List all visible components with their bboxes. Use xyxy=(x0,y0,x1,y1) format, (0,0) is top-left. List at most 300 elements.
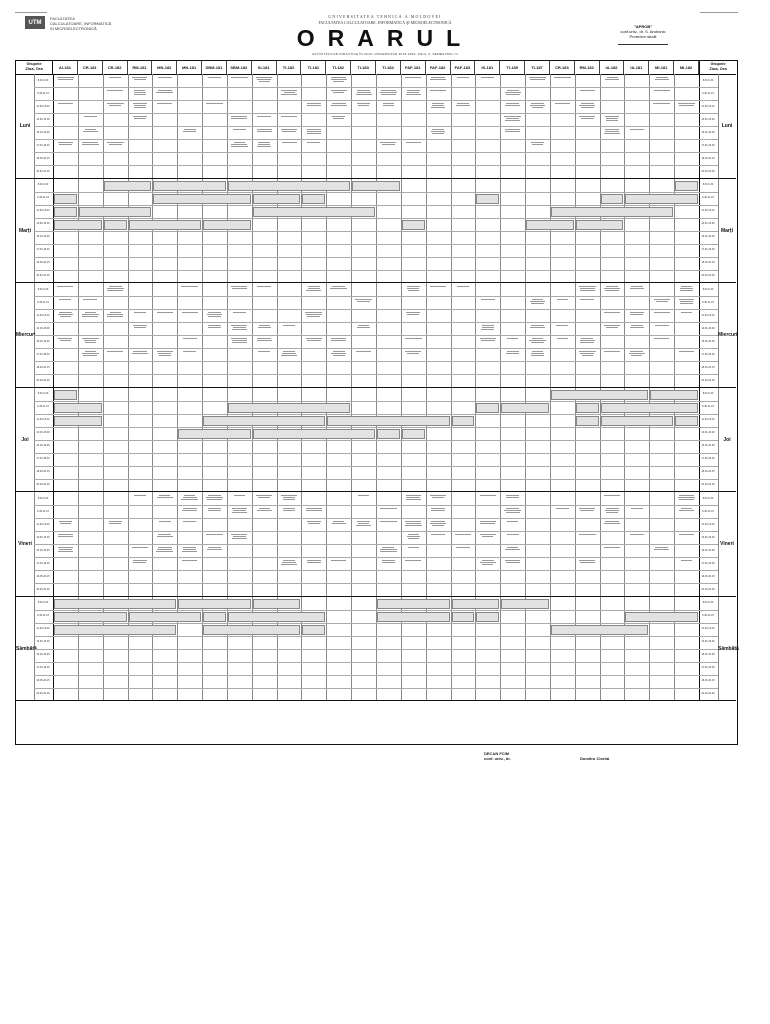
group-header-rm-181: RM-181 xyxy=(128,61,153,74)
text-line xyxy=(405,338,422,339)
time-label: 8.00-9.30 xyxy=(37,78,49,82)
class-entry xyxy=(179,494,200,505)
class-entry xyxy=(477,337,498,348)
time-label: 8.00-9.30 xyxy=(37,601,49,605)
text-line xyxy=(431,107,445,108)
class-entry xyxy=(403,546,424,557)
lecture-block xyxy=(79,207,152,217)
class-entry xyxy=(179,546,200,557)
class-entry xyxy=(502,494,523,505)
class-entry xyxy=(328,285,349,296)
time-label: 18.45-20.15 xyxy=(701,470,715,474)
text-line xyxy=(284,92,295,93)
lecture-block xyxy=(476,194,499,204)
class-entry xyxy=(154,350,175,361)
day-label-right: Sâmbătă xyxy=(718,645,739,652)
text-line xyxy=(630,129,644,130)
text-line xyxy=(407,314,419,315)
text-line xyxy=(82,353,99,354)
text-line xyxy=(380,521,396,522)
text-line xyxy=(231,286,247,287)
text-line xyxy=(605,116,620,117)
group-header-cr-183: CR-183 xyxy=(550,61,575,74)
text-line xyxy=(580,562,595,563)
time-label: 11.30-13.00 xyxy=(36,627,50,631)
class-entry xyxy=(353,494,374,505)
text-line xyxy=(355,299,371,300)
text-line xyxy=(580,288,595,289)
text-line xyxy=(606,286,618,287)
text-line xyxy=(430,79,446,80)
class-entry xyxy=(602,76,623,87)
time-label: 20.30-22.00 xyxy=(701,274,715,278)
class-entry xyxy=(453,76,474,87)
text-line xyxy=(480,338,496,339)
top-rule-left xyxy=(15,12,47,13)
text-line xyxy=(679,510,694,511)
lecture-block xyxy=(54,207,77,217)
lecture-block xyxy=(452,416,475,426)
time-label: 8.00-9.30 xyxy=(37,392,49,396)
text-line xyxy=(306,314,322,315)
class-entry xyxy=(676,507,697,518)
text-line xyxy=(307,103,322,104)
lecture-block xyxy=(551,207,673,217)
text-line xyxy=(408,547,419,548)
time-label: 9.45-11.15 xyxy=(37,405,49,409)
lecture-block xyxy=(352,181,400,191)
text-line xyxy=(654,312,670,313)
class-entry xyxy=(229,311,250,322)
text-line xyxy=(408,538,419,539)
text-line xyxy=(581,118,594,119)
time-label: 9.45-11.15 xyxy=(37,196,49,200)
class-entry xyxy=(378,102,399,113)
class-entry xyxy=(154,76,175,87)
slot-divider xyxy=(34,479,718,480)
day-label-left: Luni xyxy=(19,123,31,130)
text-line xyxy=(333,521,344,522)
text-line xyxy=(581,107,594,108)
lecture-block xyxy=(476,403,499,413)
class-entry xyxy=(552,298,573,309)
text-line xyxy=(631,355,642,356)
text-line xyxy=(234,142,246,143)
text-line xyxy=(606,120,618,121)
text-line xyxy=(231,325,247,326)
text-line xyxy=(431,510,445,511)
class-entry xyxy=(279,324,300,335)
time-label: 13.30-15.00 xyxy=(36,431,50,435)
text-line xyxy=(405,525,421,526)
text-line xyxy=(107,316,123,317)
text-line xyxy=(206,534,222,535)
class-entry xyxy=(279,141,300,152)
class-entry xyxy=(204,102,225,113)
text-line xyxy=(85,351,96,352)
class-entry xyxy=(55,533,76,544)
time-label: 9.45-11.15 xyxy=(37,91,49,95)
text-line xyxy=(406,94,421,95)
class-entry xyxy=(577,285,598,296)
slot-divider xyxy=(34,139,718,140)
text-line xyxy=(331,79,347,80)
text-line xyxy=(85,129,96,130)
text-line xyxy=(506,495,519,496)
text-line xyxy=(481,340,495,341)
slot-divider xyxy=(34,518,718,519)
slot-divider xyxy=(34,570,718,571)
text-line xyxy=(208,327,220,328)
text-line xyxy=(132,77,147,78)
group-header-ai-181: AI-181 xyxy=(53,61,78,74)
class-entry xyxy=(55,298,76,309)
slot-divider xyxy=(34,309,718,310)
text-line xyxy=(208,77,221,78)
lecture-block xyxy=(203,625,300,635)
text-line xyxy=(580,340,595,341)
lecture-block xyxy=(402,429,425,439)
text-line xyxy=(481,329,494,330)
text-line xyxy=(506,118,520,119)
text-line xyxy=(480,534,496,535)
class-entry xyxy=(453,533,474,544)
text-line xyxy=(281,90,296,91)
class-entry xyxy=(303,507,324,518)
text-line xyxy=(357,92,371,93)
text-line xyxy=(604,523,621,524)
text-line xyxy=(381,90,396,91)
lecture-block xyxy=(377,599,450,609)
class-entry xyxy=(577,102,598,113)
slot-divider xyxy=(34,152,718,153)
text-line xyxy=(405,521,421,522)
class-entry xyxy=(502,520,523,531)
slot-divider xyxy=(34,427,718,428)
text-line xyxy=(132,547,148,548)
text-line xyxy=(507,547,519,548)
text-line xyxy=(606,512,618,513)
time-label: 9.45-11.15 xyxy=(702,509,714,513)
time-label: 15.15-16.45 xyxy=(36,339,50,343)
text-line xyxy=(430,495,446,496)
text-line xyxy=(332,286,345,287)
time-label: 15.15-16.45 xyxy=(36,130,50,134)
class-entry xyxy=(154,533,175,544)
lecture-block xyxy=(178,429,251,439)
lecture-block xyxy=(54,625,176,635)
time-label: 13.30-15.00 xyxy=(36,326,50,330)
text-line xyxy=(208,547,221,548)
class-entry xyxy=(602,546,623,557)
time-label: 17.00-18.30 xyxy=(36,561,50,565)
text-line xyxy=(233,312,245,313)
text-line xyxy=(134,90,145,91)
class-entry xyxy=(502,128,523,139)
text-line xyxy=(60,340,71,341)
text-line xyxy=(182,312,198,313)
text-line xyxy=(283,510,295,511)
class-entry xyxy=(179,350,200,361)
time-label: 18.45-20.15 xyxy=(36,679,50,683)
text-line xyxy=(356,351,371,352)
class-entry xyxy=(651,546,672,557)
time-label: 18.45-20.15 xyxy=(701,574,715,578)
day-label-left: Sâmbătă xyxy=(16,645,37,652)
lecture-block xyxy=(576,403,599,413)
time-label: 17.00-18.30 xyxy=(36,352,50,356)
text-line xyxy=(305,312,322,313)
text-line xyxy=(84,340,96,341)
slot-divider xyxy=(34,688,718,689)
slot-divider xyxy=(34,205,718,206)
text-line xyxy=(481,299,495,300)
day-label-left: Vineri xyxy=(18,541,32,548)
lecture-block xyxy=(327,416,449,426)
faculty-name: FACULTATEA CALCULATOARE, INFORMATICĂ ŞI MICROELECTRONICĂ xyxy=(318,20,452,25)
text-line xyxy=(231,146,248,147)
text-line xyxy=(159,495,170,496)
text-line xyxy=(157,536,173,537)
text-line xyxy=(579,116,594,117)
text-line xyxy=(580,353,594,354)
text-line xyxy=(679,351,694,352)
text-line xyxy=(630,351,643,352)
text-line xyxy=(431,534,445,535)
group-header-faf-183: FAF-183 xyxy=(451,61,476,74)
slot-divider xyxy=(34,544,718,545)
text-line xyxy=(307,129,321,130)
text-line xyxy=(580,90,595,91)
time-label: 8.00-9.30 xyxy=(702,78,714,82)
text-line xyxy=(506,562,520,563)
text-line xyxy=(331,560,346,561)
time-label: 20.30-22.00 xyxy=(36,483,50,487)
time-label: 18.45-20.15 xyxy=(36,574,50,578)
class-entry xyxy=(676,533,697,544)
time-label: 20.30-22.00 xyxy=(36,274,50,278)
time-label: 18.45-20.15 xyxy=(701,261,715,265)
text-line xyxy=(257,338,271,339)
text-line xyxy=(507,351,519,352)
lecture-block xyxy=(377,612,450,622)
text-line xyxy=(257,116,271,117)
class-entry xyxy=(130,350,151,361)
class-entry xyxy=(626,533,647,544)
class-entry xyxy=(154,311,175,322)
text-line xyxy=(283,508,296,509)
class-entry xyxy=(328,89,349,100)
group-header-ia-181: IA-181 xyxy=(624,61,649,74)
class-entry xyxy=(403,350,424,361)
text-line xyxy=(532,351,543,352)
class-entry xyxy=(651,298,672,309)
text-line xyxy=(380,551,397,552)
text-line xyxy=(580,510,594,511)
time-label: 15.15-16.45 xyxy=(701,130,715,134)
slot-divider xyxy=(34,583,718,584)
time-label: 11.30-13.00 xyxy=(36,522,50,526)
text-line xyxy=(407,286,420,287)
lecture-block xyxy=(228,612,325,622)
text-line xyxy=(333,81,344,82)
slot-divider xyxy=(34,100,718,101)
text-line xyxy=(109,523,121,524)
faculty-lines: FACULTATEA CALCULATOARE, INFORMATICĂ ȘI MICROELECTRONICĂ xyxy=(50,16,112,31)
class-entry xyxy=(328,102,349,113)
class-entry xyxy=(130,494,151,505)
text-line xyxy=(629,353,645,354)
time-label: 8.00-9.30 xyxy=(702,287,714,291)
group-header-si-181: SI-181 xyxy=(252,61,277,74)
time-label: 17.00-18.30 xyxy=(701,352,715,356)
class-entry xyxy=(204,546,225,557)
text-line xyxy=(482,564,493,565)
text-line xyxy=(679,299,694,300)
class-entry xyxy=(527,141,548,152)
text-line xyxy=(554,77,571,78)
text-line xyxy=(382,562,395,563)
class-entry xyxy=(428,507,449,518)
text-line xyxy=(531,103,545,104)
slot-divider xyxy=(34,401,718,402)
class-entry xyxy=(428,102,449,113)
text-line xyxy=(157,549,172,550)
text-line xyxy=(281,116,298,117)
text-line xyxy=(134,118,146,119)
time-label: 20.30-22.00 xyxy=(36,169,50,173)
group-header-faf-182: FAF-182 xyxy=(426,61,451,74)
group-header-ia-182: IA-182 xyxy=(600,61,625,74)
text-line xyxy=(406,497,420,498)
text-line xyxy=(579,351,596,352)
class-entry xyxy=(477,520,498,531)
text-line xyxy=(432,133,444,134)
class-entry xyxy=(378,89,399,100)
text-line xyxy=(109,521,122,522)
text-line xyxy=(480,495,496,496)
time-label: 13.30-15.00 xyxy=(701,326,715,330)
class-entry xyxy=(55,337,76,348)
text-line xyxy=(680,290,693,291)
text-line xyxy=(532,299,543,300)
group-header-row xyxy=(16,61,736,75)
class-entry xyxy=(254,285,275,296)
class-entry xyxy=(80,350,101,361)
text-line xyxy=(231,534,247,535)
text-line xyxy=(308,288,319,289)
text-line xyxy=(231,116,247,117)
class-entry xyxy=(204,507,225,518)
class-entry xyxy=(552,76,573,87)
text-line xyxy=(308,523,320,524)
text-line xyxy=(507,90,519,91)
lecture-block xyxy=(601,416,674,426)
class-entry xyxy=(279,115,300,126)
text-line xyxy=(407,92,419,93)
class-entry xyxy=(378,520,399,531)
text-line xyxy=(678,103,695,104)
text-line xyxy=(406,523,421,524)
class-entry xyxy=(602,311,623,322)
text-line xyxy=(58,103,72,104)
text-line xyxy=(159,355,171,356)
text-line xyxy=(679,534,695,535)
group-header-is-181: IS-181 xyxy=(475,61,500,74)
lecture-block xyxy=(476,612,499,622)
text-line xyxy=(356,94,372,95)
class-entry xyxy=(179,507,200,518)
text-line xyxy=(83,299,97,300)
text-line xyxy=(331,338,346,339)
class-entry xyxy=(279,350,300,361)
text-line xyxy=(283,499,295,500)
lecture-block xyxy=(203,612,226,622)
time-label: 15.15-16.45 xyxy=(36,653,50,657)
text-line xyxy=(531,342,544,343)
class-entry xyxy=(602,324,623,335)
text-line xyxy=(134,105,145,106)
text-line xyxy=(358,495,369,496)
lecture-block xyxy=(452,599,500,609)
class-entry xyxy=(55,520,76,531)
text-line xyxy=(531,325,543,326)
text-line xyxy=(232,340,247,341)
class-entry xyxy=(626,507,647,518)
class-entry xyxy=(477,324,498,335)
text-line xyxy=(679,495,694,496)
text-line xyxy=(482,560,494,561)
text-line xyxy=(231,77,247,78)
text-line xyxy=(233,129,246,130)
time-label: 9.45-11.15 xyxy=(702,300,714,304)
lecture-block xyxy=(253,194,301,204)
time-label: 11.30-13.00 xyxy=(701,313,715,317)
class-entry xyxy=(651,337,672,348)
text-line xyxy=(532,338,543,339)
class-entry xyxy=(105,76,126,87)
text-line xyxy=(109,144,122,145)
class-entry xyxy=(552,337,573,348)
lecture-block xyxy=(576,416,599,426)
lecture-block xyxy=(551,625,648,635)
text-line xyxy=(605,129,618,130)
text-line xyxy=(306,510,322,511)
class-entry xyxy=(453,546,474,557)
slot-divider xyxy=(34,244,718,245)
class-entry xyxy=(130,115,151,126)
class-entry xyxy=(577,337,598,348)
time-label: 9.45-11.15 xyxy=(702,614,714,618)
slot-divider xyxy=(34,231,718,232)
time-label: 8.00-9.30 xyxy=(37,287,49,291)
text-line xyxy=(631,325,643,326)
text-line xyxy=(481,77,494,78)
text-line xyxy=(307,142,320,143)
time-label: 11.30-13.00 xyxy=(36,418,50,422)
class-entry xyxy=(577,89,598,100)
class-entry xyxy=(229,285,250,296)
text-line xyxy=(182,551,197,552)
lecture-block xyxy=(253,599,301,609)
class-entry xyxy=(552,102,573,113)
time-label: 18.45-20.15 xyxy=(701,679,715,683)
text-line xyxy=(531,142,545,143)
text-line xyxy=(208,312,220,313)
time-label: 15.15-16.45 xyxy=(701,653,715,657)
time-label: 20.30-22.00 xyxy=(36,378,50,382)
class-entry xyxy=(80,128,101,139)
